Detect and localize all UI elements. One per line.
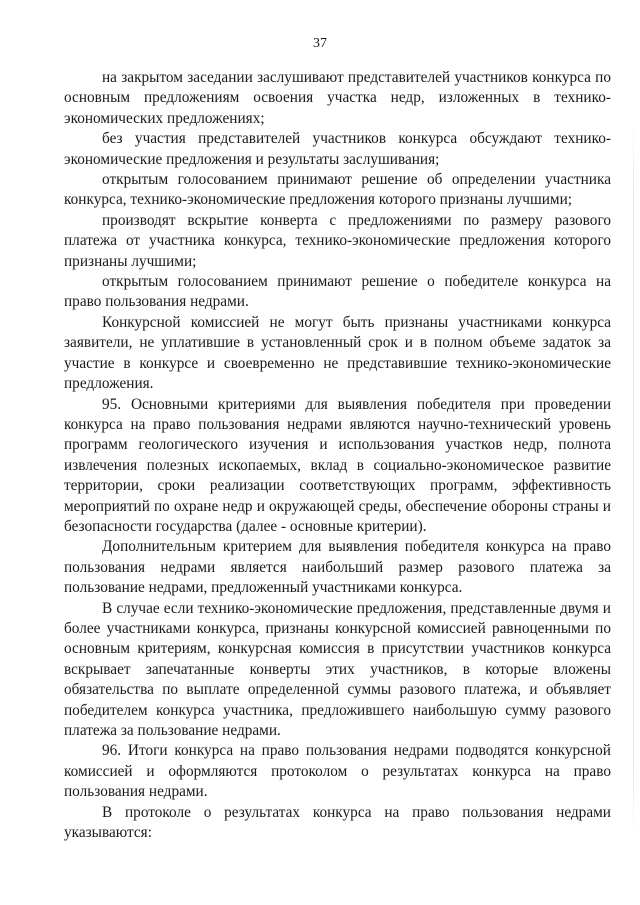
paragraph-discussion: без участия представителей участников конкурса обсуждают технико-экономические предложения и результаты заслушивания; [64,130,611,168]
document-body [64,68,611,843]
paragraph-open-vote-best: открытым голосованием принимают решение об определении участника конкурса, технико-экономические предложения которого признаны лучшими; [64,171,611,209]
paragraph-protocol-contents: В протоколе о результатах конкурса на право пользования недрами указываются: [64,803,611,842]
page-number: 37 [313,36,327,51]
paragraph-clause-95: 95. Основными критериями для выявления победителя при проведении конкурса на право пользования недрами являются научно-технический уровень программ геологического изучения и использования участков недр, полнота извлечения полезных ископаемых, вклад в социально-экономическое развитие территории, сроки реализации соответствующих программ, эффективность мероприятий по охране недр и окружающей среды, обеспечение обороны страны и безопасности государства (далее - основные критерии). [64,395,611,535]
paragraph-clause-96: 96. Итоги конкурса на право пользования недрами подводятся конкурсной комиссией и оформляются протоколом о результатах конкурса на право пользования недрами. [64,742,611,801]
paragraph-closed-session: на закрытом заседании заслушивают представителей участников конкурса по основным предложениям освоения участка недр, изложенных в технико-экономических предложениях; [64,69,611,127]
paragraph-open-vote-winner: открытым голосованием принимают решение о победителе конкурса на право пользования недрами. [64,273,611,311]
paragraph-envelope-opening: производят вскрытие конверта с предложениями по размеру разового платежа от участника конкурса, технико-экономические предложения которого признаны лучшими; [64,211,611,270]
paragraph-equal-proposals: В случае если технико-экономические предложения, представленные двумя и более участниками конкурса, признаны конкурсной комиссией равноценными по основным критериям, конкурсная комиссия в присутствии участников конкурса вскрывает запечатанные конверты этих участников, в которые вложены обязательства по выплате определенной суммы разового платежа, и объявляет победителем конкурса участника, предложившего наибольшую сумму разового платежа за пользование недрами. [64,599,611,739]
scan-edge-shadow [633,120,634,840]
paragraph-disqualification: Конкурсной комиссией не могут быть признаны участниками конкурса заявители, не уплатившие в установленный срок и в полном объеме задаток за участие в конкурсе и своевременно не представившие технико-экономические предложения. [64,313,611,393]
paragraph-additional-criterion: Дополнительным критерием для выявления победителя конкурса на право пользования недрами является наибольший размер разового платежа за пользование недрами, предложенный участниками конкурса. [64,538,611,597]
